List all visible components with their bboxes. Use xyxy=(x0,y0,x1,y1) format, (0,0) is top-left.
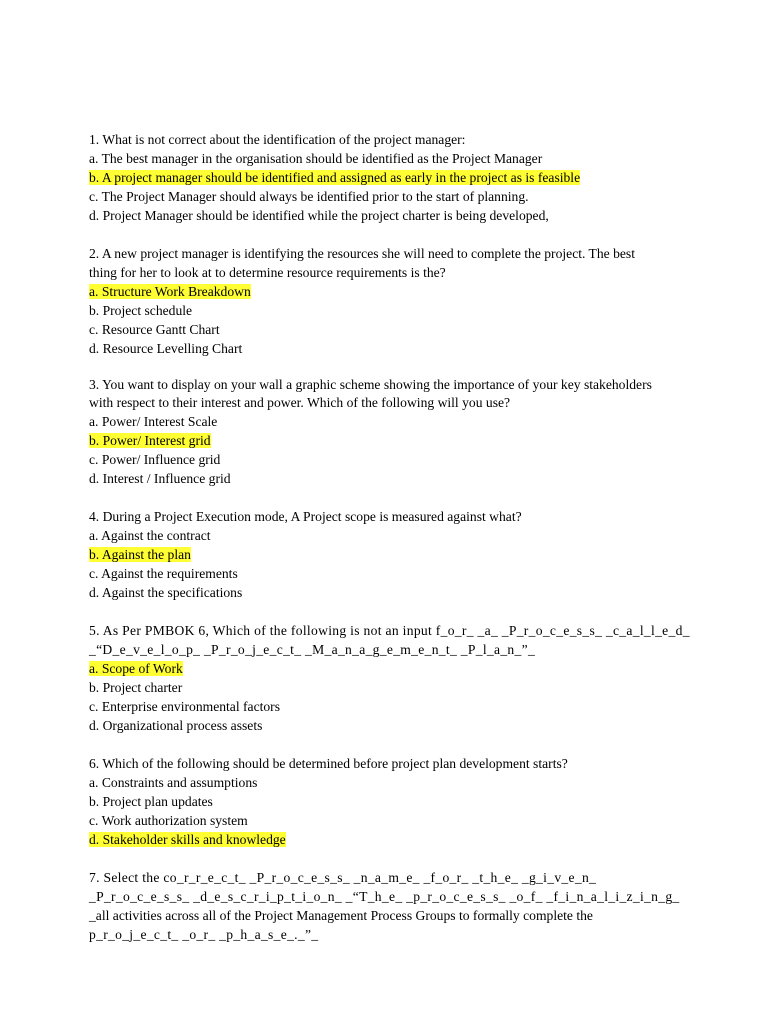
option-text: b. Project plan updates xyxy=(89,794,213,809)
answer-option-d xyxy=(89,716,689,735)
answer-option-c xyxy=(89,320,689,339)
question-3 xyxy=(89,377,689,488)
option-text: d. Project Manager should be identified while the project charter is being developed, xyxy=(89,208,549,223)
question-7 xyxy=(89,868,689,944)
question-text: 5. As Per PMBOK 6, Which of the following is not an input f_o_r_ _a_ _P_r_o_c_e_s_s_ _c_a_l_l_e_d_ xyxy=(89,623,690,638)
question-list xyxy=(89,130,689,963)
question-text: 4. During a Project Execution mode, A Project scope is measured against what? xyxy=(89,509,522,524)
question-text: thing for her to look at to determine resource requirements is the? xyxy=(89,265,446,280)
option-text: a. Constraints and assumptions xyxy=(89,775,258,790)
answer-option-c xyxy=(89,564,689,583)
answer-option-b-highlighted xyxy=(89,431,689,450)
option-text: c. Resource Gantt Chart xyxy=(89,322,220,337)
question-text: _“D_e_v_e_l_o_p_ _P_r_o_j_e_c_t_ _M_a_n_a_g_e_m_e_n_t_ _P_l_a_n_”_ xyxy=(89,642,536,657)
question-6 xyxy=(89,754,689,849)
option-text: b. Power/ Interest grid xyxy=(89,433,211,448)
question-4 xyxy=(89,507,689,602)
answer-option-b-highlighted xyxy=(89,168,689,187)
question-text: with respect to their interest and power. Which of the following will you use? xyxy=(89,395,511,410)
answer-option-b xyxy=(89,678,689,697)
option-text: d. Interest / Influence grid xyxy=(89,471,231,486)
answer-option-a-highlighted xyxy=(89,659,689,678)
question-5 xyxy=(89,621,689,735)
answer-option-b xyxy=(89,301,689,320)
question-text: 6. Which of the following should be determined before project plan development starts? xyxy=(89,756,568,771)
answer-option-c xyxy=(89,697,689,716)
answer-option-d-highlighted xyxy=(89,830,689,849)
question-text: 3. You want to display on your wall a graphic scheme showing the importance of your key stakeholders xyxy=(89,377,652,392)
option-text: c. Power/ Influence grid xyxy=(89,452,221,467)
option-text: d. Against the specifications xyxy=(89,585,243,600)
option-text: a. The best manager in the organisation should be identified as the Project Manager xyxy=(89,151,543,166)
option-text: a. Structure Work Breakdown xyxy=(89,284,251,299)
option-text: a. Scope of Work xyxy=(89,661,183,676)
answer-option-b-highlighted xyxy=(89,545,689,564)
option-text: c. The Project Manager should always be identified prior to the start of planning. xyxy=(89,189,529,204)
option-text: d. Resource Levelling Chart xyxy=(89,341,243,356)
answer-option-d xyxy=(89,469,689,488)
answer-option-a xyxy=(89,412,689,431)
option-text: d. Stakeholder skills and knowledge xyxy=(89,832,286,847)
option-text: c. Work authorization system xyxy=(89,813,248,828)
answer-option-c xyxy=(89,450,689,469)
question-text: 1. What is not correct about the identification of the project manager: xyxy=(89,132,466,147)
answer-option-a xyxy=(89,149,689,168)
option-text: b. A project manager should be identified and assigned as early in the project as is feasible xyxy=(89,170,581,185)
answer-option-a xyxy=(89,526,689,545)
question-text: _P_r_o_c_e_s_s_ _d_e_s_c_r_i_p_t_i_o_n_ _“T_h_e_ _p_r_o_c_e_s_s_ _o_f_ _f_i_n_a_l_i_z_i_n_g_ xyxy=(89,889,680,904)
question-text: 7. Select the co_r_r_e_c_t_ _P_r_o_c_e_s_s_ _n_a_m_e_ _f_o_r_ _t_h_e_ _g_i_v_e_n_ xyxy=(89,870,597,885)
option-text: d. Organizational process assets xyxy=(89,718,263,733)
answer-option-c xyxy=(89,187,689,206)
option-text: b. Project schedule xyxy=(89,303,193,318)
option-text: b. Against the plan xyxy=(89,547,191,562)
question-text: 2. A new project manager is identifying the resources she will need to complete the project. The best xyxy=(89,246,635,261)
option-text: c. Enterprise environmental factors xyxy=(89,699,280,714)
answer-option-a-highlighted xyxy=(89,282,689,301)
option-text: a. Against the contract xyxy=(89,528,211,543)
answer-option-b xyxy=(89,792,689,811)
question-text: p_r_o_j_e_c_t_ _o_r_ _p_h_a_s_e_._”_ xyxy=(89,927,319,942)
answer-option-d xyxy=(89,583,689,602)
answer-option-c xyxy=(89,811,689,830)
question-text: _all activities across all of the Project Management Process Groups to formally complete the xyxy=(89,908,593,923)
answer-option-d xyxy=(89,339,689,358)
answer-option-a xyxy=(89,773,689,792)
question-1 xyxy=(89,130,689,225)
option-text: c. Against the requirements xyxy=(89,566,238,581)
option-text: b. Project charter xyxy=(89,680,183,695)
question-2 xyxy=(89,244,689,358)
answer-option-d xyxy=(89,206,689,225)
option-text: a. Power/ Interest Scale xyxy=(89,414,218,429)
